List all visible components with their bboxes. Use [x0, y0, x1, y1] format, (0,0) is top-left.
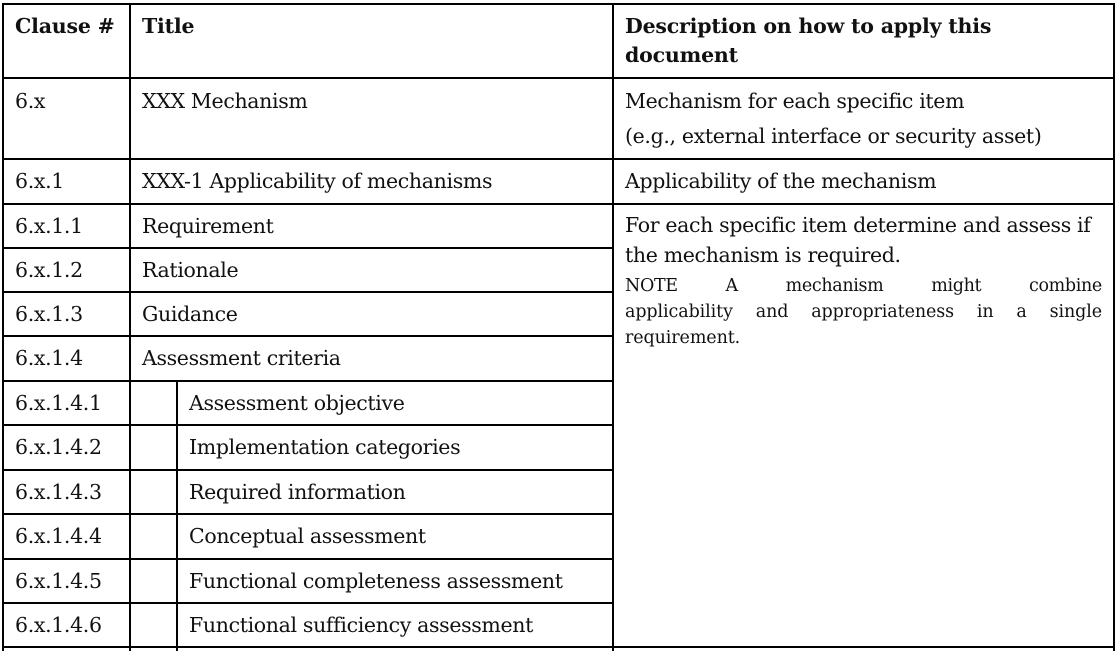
- table-border-left: [2, 3, 4, 651]
- header-clause: Clause #: [15, 14, 115, 38]
- header-description: [625, 12, 991, 70]
- row-border: [2, 247, 613, 249]
- row-border: [2, 158, 1114, 160]
- clause-cell: 6.x.1.4.6: [15, 613, 102, 637]
- header-description-line-1: Description on how to apply this: [625, 14, 992, 38]
- note-word: combine: [1029, 276, 1102, 296]
- note-word: mechanism: [785, 276, 884, 296]
- clause-cell: 6.x.1.4.3: [15, 480, 102, 504]
- clause-cell: 6.x.1.4: [15, 346, 83, 370]
- title-cell: Assessment criteria: [142, 346, 341, 370]
- title-cell: Guidance: [142, 302, 238, 326]
- clause-cell: 6.x.1.4.4: [15, 524, 102, 548]
- title-cell: Conceptual assessment: [189, 524, 426, 548]
- row-border: [2, 203, 1114, 205]
- clause-cell: 6.x.1.4.5: [15, 569, 102, 593]
- table-border-right: [1113, 3, 1115, 651]
- row-border: [2, 424, 613, 426]
- title-cell: Functional sufficiency assessment: [189, 613, 534, 637]
- row-border: [2, 513, 613, 515]
- column-divider-clause-title: [129, 3, 131, 651]
- title-cell: XXX-1 Applicability of mechanisms: [142, 169, 493, 193]
- row-border: [2, 469, 613, 471]
- title-cell: Rationale: [142, 258, 239, 282]
- title-cell: Requirement: [142, 214, 274, 238]
- description-cell-mechanism: [625, 86, 1041, 156]
- description-line-1: Mechanism for each specific item: [625, 89, 965, 113]
- clause-cell: 6.x.1.3: [15, 302, 83, 326]
- note-first-line: [625, 273, 1102, 299]
- header-title: Title: [142, 14, 195, 38]
- header-bottom-border: [2, 77, 1114, 79]
- title-cell: Assessment objective: [189, 391, 405, 415]
- row-border: [2, 646, 1114, 648]
- title-cell: XXX Mechanism: [142, 89, 308, 113]
- requirement-text: For each specific item determine and assess if the mechanism is required.: [625, 213, 1091, 267]
- indent-divider: [176, 380, 178, 651]
- note-text: applicability and appropriateness in a single requirement.: [625, 302, 1102, 348]
- description-cell-applicability: Applicability of the mechanism: [625, 169, 937, 193]
- clause-cell: 6.x.1.1: [15, 214, 83, 238]
- note-word: might: [931, 276, 982, 296]
- clause-cell: 6.x.1.4.1: [15, 391, 102, 415]
- row-border: [2, 380, 613, 382]
- clause-cell: 6.x.1.4.2: [15, 435, 102, 459]
- description-line-2: (e.g., external interface or security asset): [625, 124, 1042, 148]
- note-word: A: [725, 276, 738, 296]
- row-border: [2, 558, 613, 560]
- clause-cell: 6.x.1.2: [15, 258, 83, 282]
- note-label: NOTE: [625, 276, 678, 296]
- note-block: [625, 273, 1102, 351]
- row-border: [2, 291, 613, 293]
- table-border-top: [2, 3, 1114, 5]
- title-cell: Functional completeness assessment: [189, 569, 563, 593]
- row-border: [2, 602, 613, 604]
- title-cell: Implementation categories: [189, 435, 461, 459]
- description-cell-requirement: [625, 210, 1102, 351]
- row-border: [2, 335, 613, 337]
- header-description-line-2: document: [625, 43, 738, 67]
- title-cell: Required information: [189, 480, 406, 504]
- clause-cell: 6.x: [15, 89, 46, 113]
- clause-cell: 6.x.1: [15, 169, 64, 193]
- column-divider-title-description: [612, 3, 614, 651]
